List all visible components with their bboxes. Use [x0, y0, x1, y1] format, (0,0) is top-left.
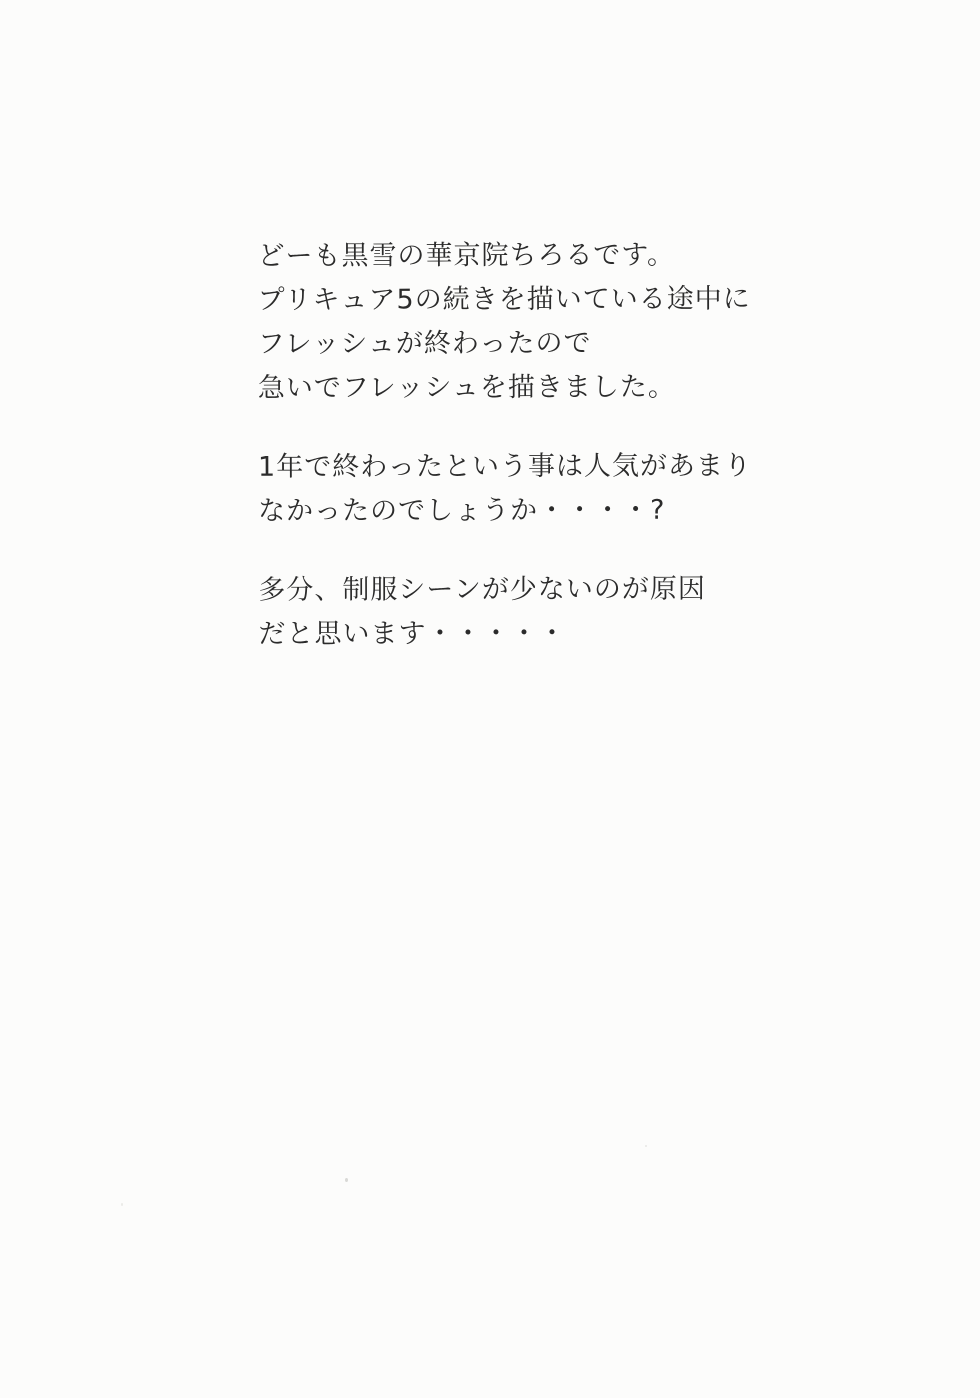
scan-speck [121, 1203, 123, 1206]
text-line: だと思います・・・・・ [258, 617, 567, 650]
text-line: 急いでフレッシュを描きました。 [257, 371, 676, 404]
text-line: なかったのでしょうか・・・・? [258, 494, 666, 527]
afterword-paragraph-popularity [258, 444, 818, 533]
text-line: 多分、制服シーンが少ないのが原因 [258, 573, 706, 606]
text-line: 1年で終わったという事は人気があまり [257, 450, 752, 483]
afterword-paragraph-reason [258, 567, 818, 656]
afterword-text-block [257, 233, 818, 691]
scan-speck [645, 1145, 647, 1147]
scan-speck [345, 1178, 348, 1182]
text-line: どーも黒雪の華京院ちろるです。 [257, 239, 676, 272]
text-line: フレッシュが終わったので [257, 327, 592, 360]
text-line: プリキュア5の続きを描いている途中に [257, 283, 751, 316]
afterword-paragraph-greeting [257, 233, 817, 410]
